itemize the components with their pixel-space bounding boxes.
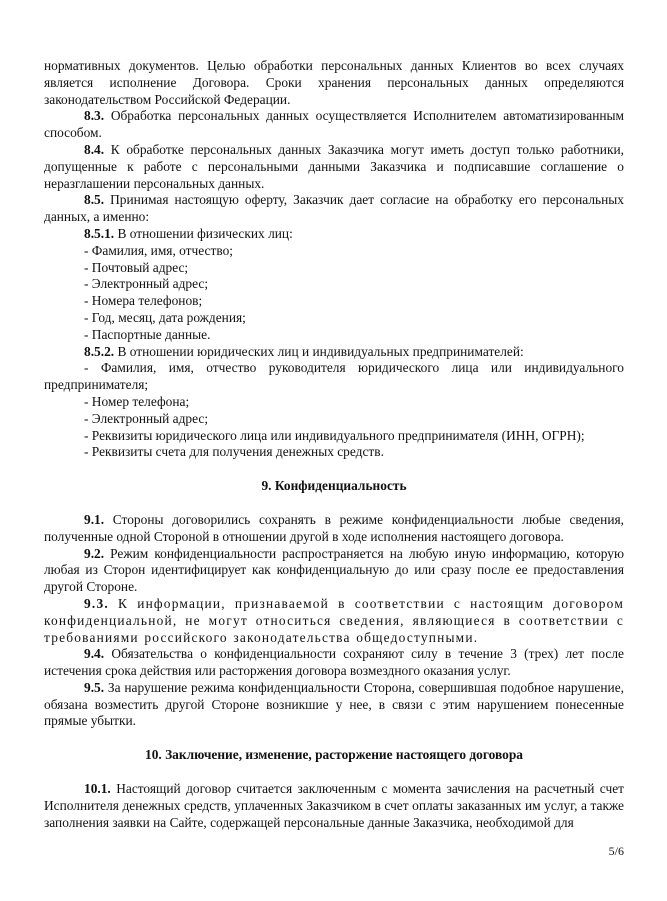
clause-8-5-1	[44, 226, 624, 243]
clause-10-1	[44, 781, 624, 831]
page-content	[44, 58, 624, 831]
clause-text: В отношении юридических лиц и индивидуальных предпринимателей:	[114, 343, 524, 359]
clause-9-5	[44, 680, 624, 730]
list-item: - Электронный адрес;	[84, 276, 209, 292]
page-number: 5/6	[608, 844, 624, 858]
list-item: - Фамилия, имя, отчество;	[84, 242, 233, 258]
clause-number: 8.4.	[84, 141, 105, 157]
clause-text: Принимая настоящую оферту, Заказчик дает согласие на обработку его персональных данных, а именно:	[44, 192, 624, 225]
clause-8-5-2	[44, 344, 624, 361]
clause-text: К обработке персональных данных Заказчика могут иметь доступ только работники, допущенные к работе с персональными данными Заказчика и подписавшие соглашение о неразглашении персональных данных.	[44, 141, 624, 191]
section-heading-9: 9. Конфиденциальность	[261, 478, 407, 494]
list-item: - Реквизиты счета для получения денежных средств.	[84, 444, 384, 460]
clause-number: 9.1.	[84, 511, 105, 527]
clause-number: 9.3.	[84, 595, 109, 611]
list-item: - Фамилия, имя, отчество руководителя юридического лица или индивидуального предпринимателя;	[44, 360, 624, 393]
clause-text: В отношении физических лиц:	[114, 225, 293, 241]
clause-number: 9.2.	[84, 545, 105, 561]
clause-9-1	[44, 512, 624, 546]
list-item: - Год, месяц, дата рождения;	[84, 309, 246, 325]
clause-number: 8.3.	[84, 108, 105, 124]
list-item: - Номер телефона;	[84, 393, 190, 409]
clause-9-2	[44, 546, 624, 596]
clause-8-3	[44, 108, 624, 142]
list-item: - Номера телефонов;	[84, 293, 203, 309]
clause-text: Обработка персональных данных осуществляется Исполнителем автоматизированным способом.	[44, 108, 624, 141]
list-item: - Реквизиты юридического лица или индивидуального предпринимателя (ИНН, ОГРН);	[84, 427, 585, 443]
clause-number: 10.1.	[84, 781, 111, 797]
clause-text: Настоящий договор считается заключенным с момента зачисления на расчетный счет Исполнителя денежных средств, уплаченных Заказчиком в счет оплаты заказанных им услуг, а также заполнения заявки на Сайте, содержащей персональные данные Заказчика, необходимой для	[44, 781, 624, 830]
clause-number: 8.5.1.	[84, 225, 115, 241]
clause-8-5	[44, 192, 624, 226]
section-heading-10: 10. Заключение, изменение, расторжение настоящего договора	[145, 747, 523, 763]
list-item: - Электронный адрес;	[84, 410, 209, 426]
clause-8-4	[44, 142, 624, 192]
clause-text: Режим конфиденциальности распространяется на любую иную информацию, которую любая из Сторон идентифицирует как конфиденциальную до или сразу после ее предоставления другой Стороне.	[44, 545, 624, 595]
paragraph-continuation: нормативных документов. Целью обработки персональных данных Клиентов во всех случаях является исполнение Договора. Сроки хранения персональных данных определяются законодательством Российской Федерации.	[44, 58, 624, 107]
clause-number: 9.5.	[84, 679, 105, 695]
clause-text: К информации, признаваемой в соответствии с настоящим договором конфиденциальной, не могут относиться сведения, являющиеся в соответствии с требованиями российского законодательства общедоступными.	[44, 595, 624, 645]
clause-text: Стороны договорились сохранять в режиме конфиденциальности любые сведения, полученные одной Стороной в отношении другой в ходе исполнения настоящего договора.	[44, 511, 624, 544]
clause-number: 9.4.	[84, 646, 105, 662]
clause-text: За нарушение режима конфиденциальности Сторона, совершившая подобное нарушение, обязана возместить другой Стороне возникшие у нее, в связи с этим нарушением понесенные прямые убытки.	[44, 679, 624, 729]
clause-number: 8.5.2.	[84, 343, 115, 359]
list-item: - Почтовый адрес;	[84, 259, 189, 275]
clause-text: Обязательства о конфиденциальности сохраняют силу в течение 3 (трех) лет после истечения срока действия или расторжения договора возмездного оказания услуг.	[44, 646, 624, 679]
clause-9-3	[44, 596, 624, 646]
clause-9-4	[44, 646, 624, 680]
list-item: - Паспортные данные.	[84, 326, 211, 342]
clause-number: 8.5.	[84, 192, 105, 208]
